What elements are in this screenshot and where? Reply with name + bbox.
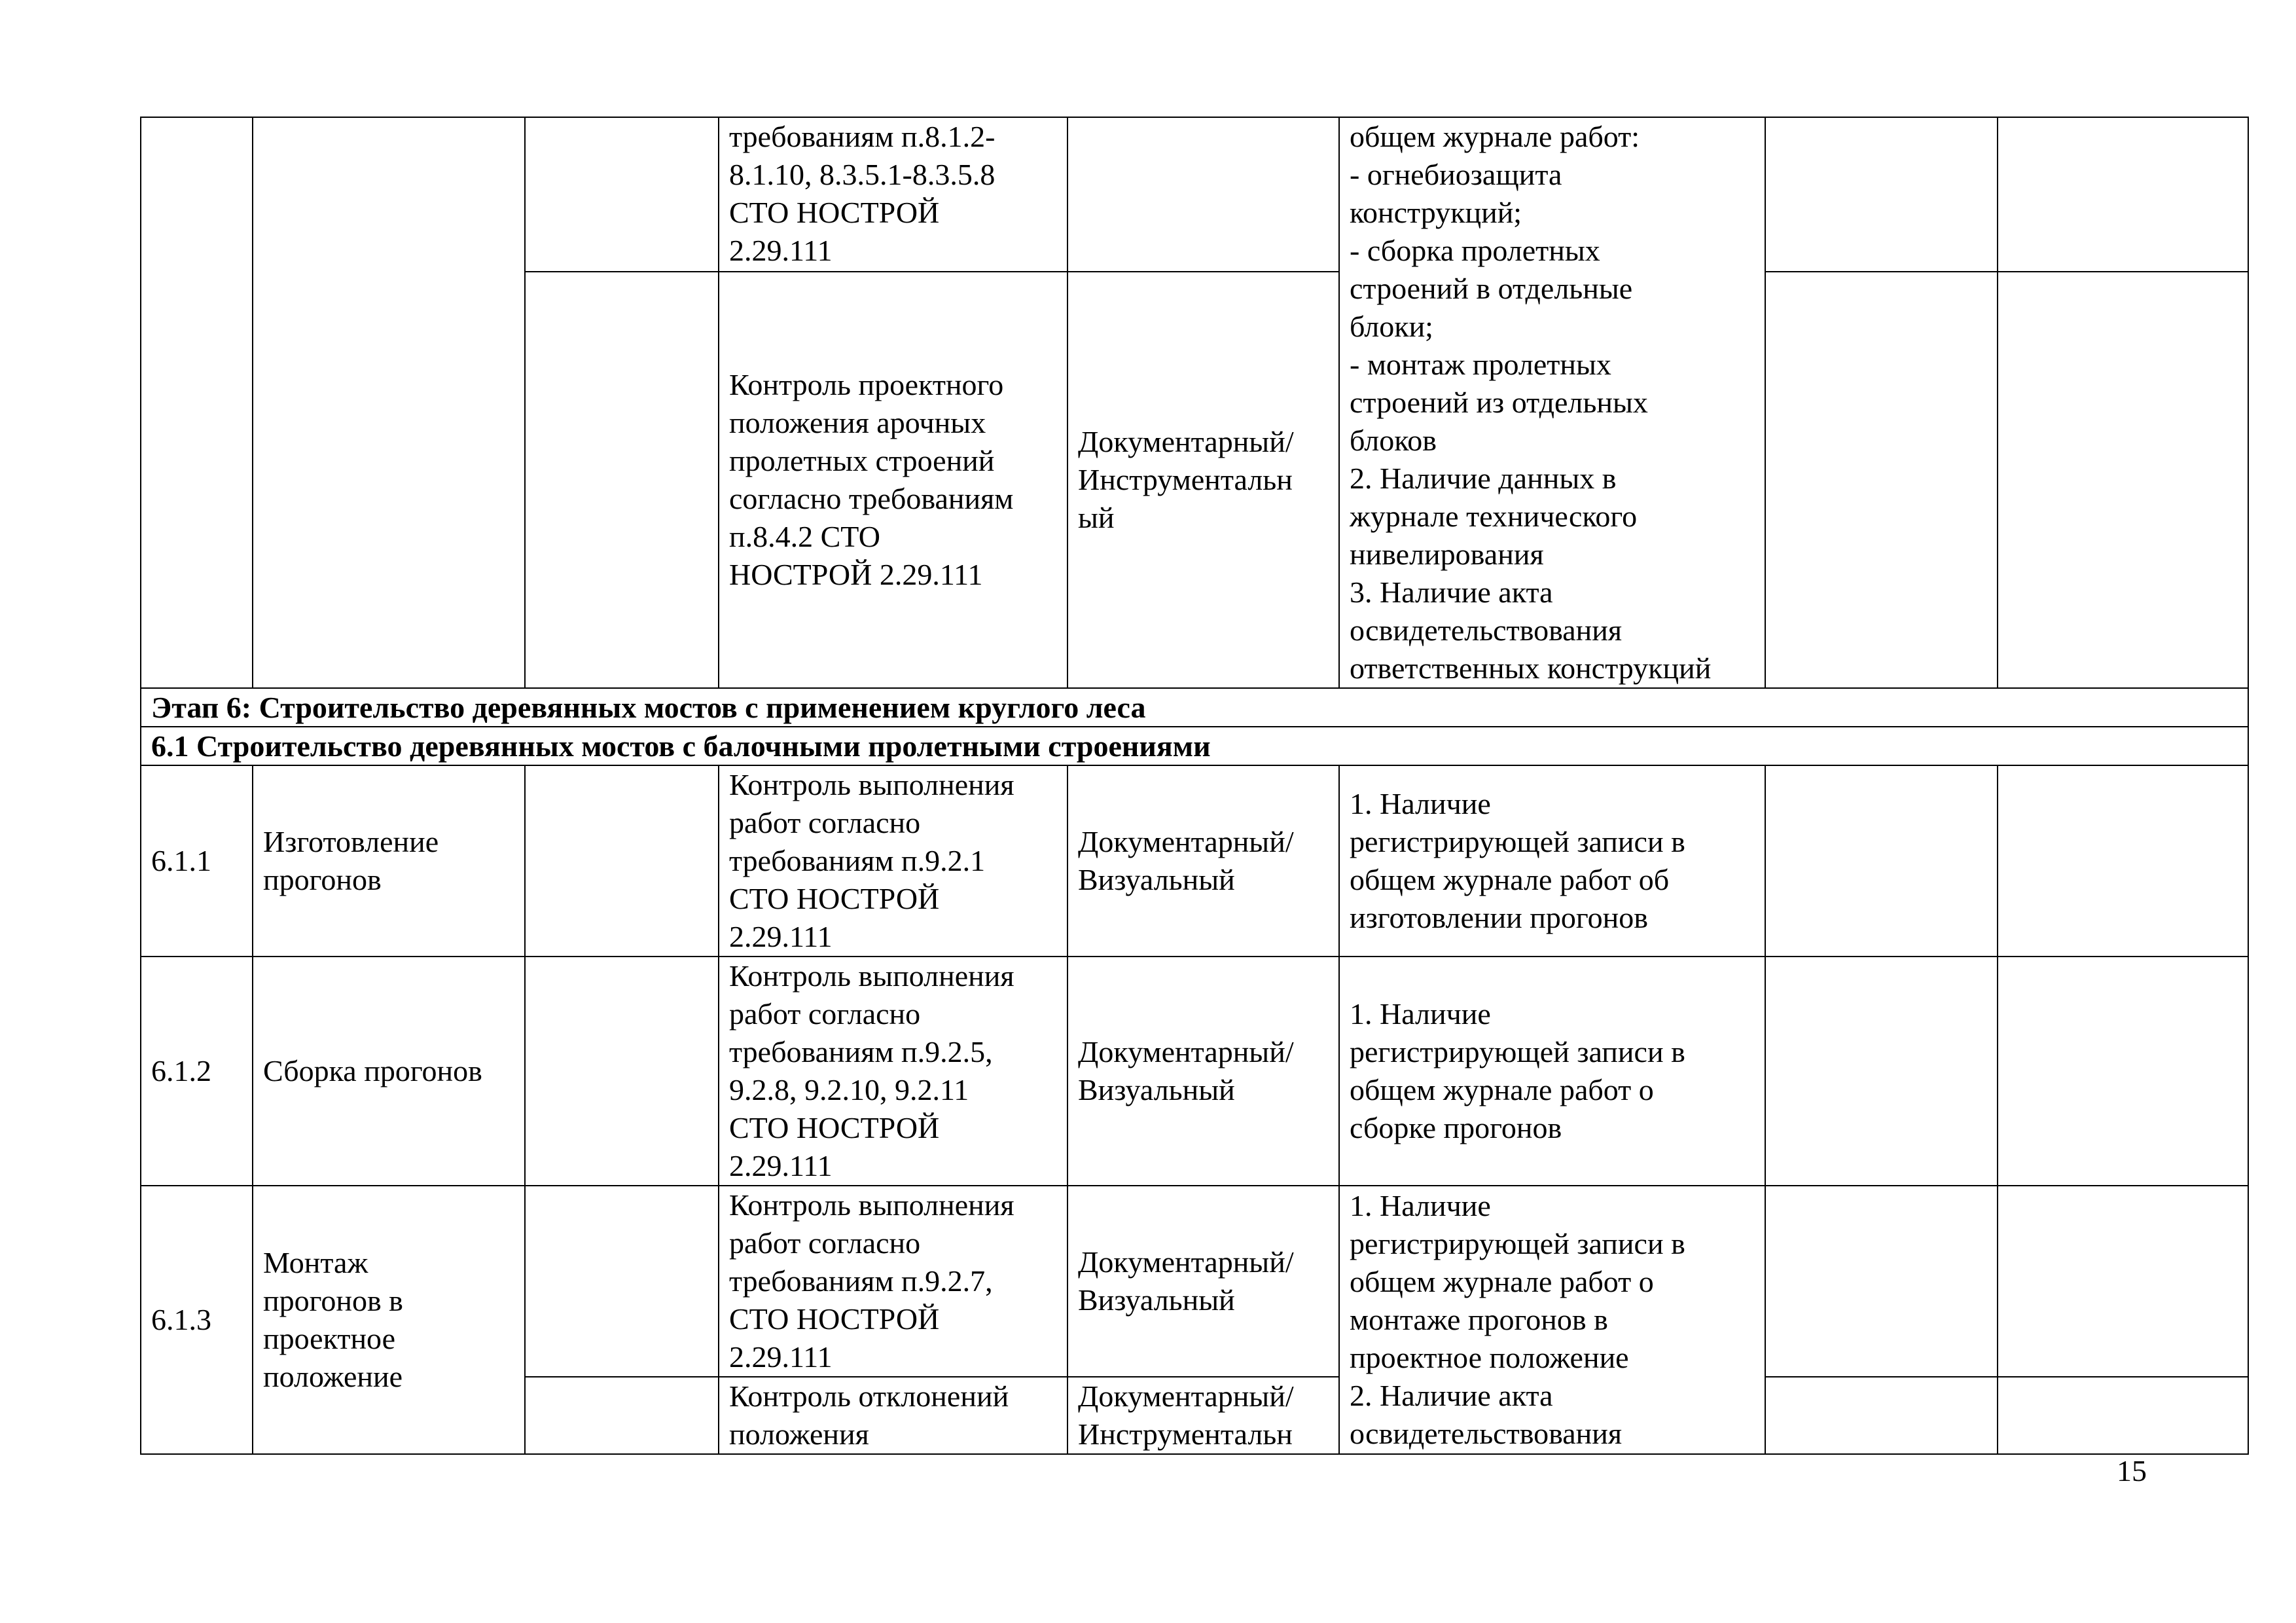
empty-cell bbox=[1998, 117, 2248, 272]
empty-cell bbox=[525, 765, 719, 957]
table-row bbox=[141, 957, 2248, 1186]
empty-cell bbox=[1765, 1186, 1998, 1377]
empty-cell bbox=[525, 1377, 719, 1454]
empty-cell bbox=[1765, 272, 1998, 688]
control-cell: Контроль выполнения работ согласно требованиям п.9.2.1 СТО НОСТРОЙ 2.29.111 bbox=[719, 765, 1067, 957]
empty-cell bbox=[525, 1186, 719, 1377]
empty-cell bbox=[525, 272, 719, 688]
stage-heading: Этап 6: Строительство деревянных мостов с применением круглого леса bbox=[141, 688, 2248, 727]
empty-cell bbox=[525, 957, 719, 1186]
work-name: Изготовление прогонов bbox=[253, 765, 525, 957]
empty-cell bbox=[1998, 957, 2248, 1186]
empty-cell bbox=[525, 117, 719, 272]
work-name: Монтаж прогонов в проектное положение bbox=[253, 1186, 525, 1454]
table-row bbox=[141, 1186, 2248, 1377]
empty-cell bbox=[1998, 765, 2248, 957]
table-row bbox=[141, 765, 2248, 957]
empty-cell bbox=[1765, 765, 1998, 957]
empty-cell bbox=[1067, 117, 1339, 272]
inspection-table bbox=[140, 117, 2249, 1455]
work-name: Сборка прогонов bbox=[253, 957, 525, 1186]
stage-heading-row bbox=[141, 688, 2248, 727]
item-number: 6.1.2 bbox=[141, 957, 253, 1186]
method-cell: Документарный/ Визуальный bbox=[1067, 1186, 1339, 1377]
method-cell: Документарный/ Визуальный bbox=[1067, 765, 1339, 957]
control-cell: Контроль отклонений положения bbox=[719, 1377, 1067, 1454]
evidence-cell: 1. Наличие регистрирующей записи в общем журнале работ о монтаже прогонов в проектное положение 2. Наличие акта освидетельствования bbox=[1339, 1186, 1765, 1454]
empty-cell bbox=[141, 117, 253, 688]
control-cell: Контроль выполнения работ согласно требованиям п.9.2.7, СТО НОСТРОЙ 2.29.111 bbox=[719, 1186, 1067, 1377]
empty-cell bbox=[1765, 117, 1998, 272]
method-cell: Документарный/ Визуальный bbox=[1067, 957, 1339, 1186]
evidence-cell: 1. Наличие регистрирующей записи в общем журнале работ об изготовлении прогонов bbox=[1339, 765, 1765, 957]
method-cell: Документарный/ Инструментальн bbox=[1067, 1377, 1339, 1454]
subsection-heading-row bbox=[141, 727, 2248, 765]
empty-cell bbox=[1998, 1377, 2248, 1454]
subsection-heading: 6.1 Строительство деревянных мостов с балочными пролетными строениями bbox=[141, 727, 2248, 765]
item-number: 6.1.3 bbox=[141, 1186, 253, 1454]
control-cell: требованиям п.8.1.2- 8.1.10, 8.3.5.1-8.3.5.8 СТО НОСТРОЙ 2.29.111 bbox=[719, 117, 1067, 272]
evidence-cell: 1. Наличие регистрирующей записи в общем журнале работ о сборке прогонов bbox=[1339, 957, 1765, 1186]
method-cell: Документарный/ Инструментальн ый bbox=[1067, 272, 1339, 688]
control-cell: Контроль проектного положения арочных пролетных строений согласно требованиям п.8.4.2 СТО НОСТРОЙ 2.29.111 bbox=[719, 272, 1067, 688]
control-cell: Контроль выполнения работ согласно требованиям п.9.2.5, 9.2.8, 9.2.10, 9.2.11 СТО НОСТРОЙ 2.29.111 bbox=[719, 957, 1067, 1186]
empty-cell bbox=[1765, 1377, 1998, 1454]
evidence-cell: общем журнале работ: - огнебиозащита конструкций; - сборка пролетных строений в отдельные блоки; - монтаж пролетных строений из отдельных блоков 2. Наличие данных в журнале технического нивелирования 3. Наличие акта освидетельствования ответственных конструкций bbox=[1339, 117, 1765, 688]
empty-cell bbox=[1998, 1186, 2248, 1377]
page-number: 15 bbox=[2117, 1454, 2147, 1487]
empty-cell bbox=[253, 117, 525, 688]
item-number: 6.1.1 bbox=[141, 765, 253, 957]
empty-cell bbox=[1765, 957, 1998, 1186]
empty-cell bbox=[1998, 272, 2248, 688]
table-row bbox=[141, 117, 2248, 272]
